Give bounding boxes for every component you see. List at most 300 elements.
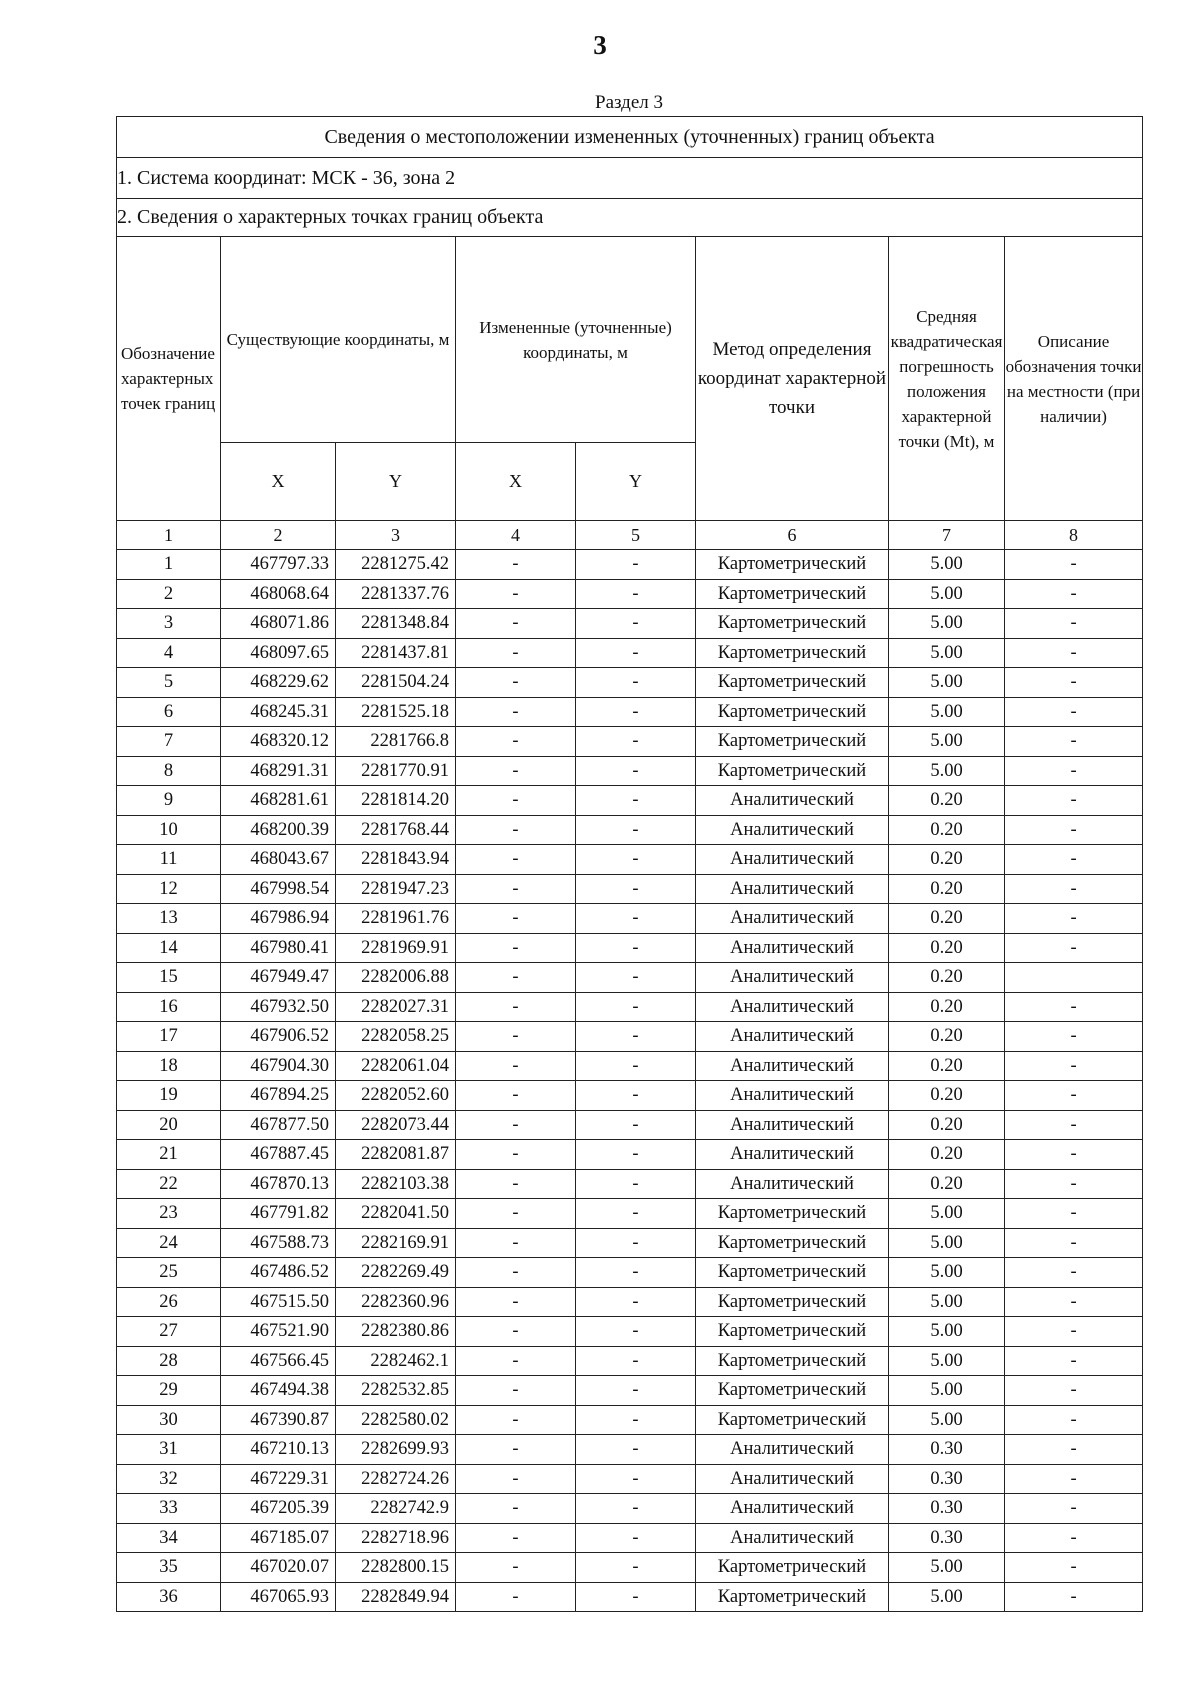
method-cell: Аналитический [696,1110,889,1140]
column-number: 1 [117,521,221,550]
changed-x-cell: - [456,550,576,580]
rms-error-cell: 0.20 [889,1081,1005,1111]
changed-y-cell: - [576,1169,696,1199]
rms-error-cell: 5.00 [889,1228,1005,1258]
changed-x-cell: - [456,697,576,727]
column-number: 2 [221,521,336,550]
rms-error-cell: 0.30 [889,1435,1005,1465]
existing-x-cell: 467877.50 [221,1110,336,1140]
point-number-cell: 11 [117,845,221,875]
method-cell: Аналитический [696,874,889,904]
existing-y-cell: 2282058.25 [336,1022,456,1052]
existing-x-cell: 467904.30 [221,1051,336,1081]
method-cell: Аналитический [696,904,889,934]
point-number-cell: 27 [117,1317,221,1347]
rms-error-cell: 5.00 [889,609,1005,639]
point-number-cell: 3 [117,609,221,639]
method-cell: Аналитический [696,1081,889,1111]
existing-x-cell: 467521.90 [221,1317,336,1347]
description-cell: - [1005,1110,1143,1140]
existing-x-cell: 468281.61 [221,786,336,816]
description-cell: - [1005,1081,1143,1111]
changed-x-cell: - [456,1494,576,1524]
point-number-cell: 2 [117,579,221,609]
point-number-cell: 5 [117,668,221,698]
existing-y-cell: 2281525.18 [336,697,456,727]
point-number-cell: 8 [117,756,221,786]
column-number: 6 [696,521,889,550]
description-cell: - [1005,1287,1143,1317]
description-cell: - [1005,1582,1143,1612]
changed-x-cell: - [456,1169,576,1199]
table-row [117,1376,1143,1406]
description-cell [1005,963,1143,993]
existing-x-cell: 467986.94 [221,904,336,934]
existing-y-cell: 2281961.76 [336,904,456,934]
changed-y-cell: - [576,756,696,786]
description-cell: - [1005,756,1143,786]
existing-x-cell: 467980.41 [221,933,336,963]
changed-x-cell: - [456,609,576,639]
table-row [117,638,1143,668]
rms-error-cell: 0.20 [889,992,1005,1022]
rms-error-cell: 0.20 [889,1022,1005,1052]
table-row [117,550,1143,580]
rms-error-cell: 0.20 [889,1169,1005,1199]
changed-y-cell: - [576,1405,696,1435]
existing-y-cell: 2282041.50 [336,1199,456,1229]
table-row [117,815,1143,845]
point-number-cell: 18 [117,1051,221,1081]
changed-x-cell: - [456,1287,576,1317]
rms-error-cell: 0.20 [889,904,1005,934]
method-cell: Аналитический [696,786,889,816]
changed-y-cell: - [576,874,696,904]
column-numbers-row [117,521,1143,550]
changed-y-cell: - [576,1582,696,1612]
changed-y-cell: - [576,1110,696,1140]
description-cell: - [1005,786,1143,816]
rms-error-cell: 5.00 [889,697,1005,727]
method-cell: Аналитический [696,933,889,963]
existing-x-cell: 467210.13 [221,1435,336,1465]
method-cell: Картометрический [696,1258,889,1288]
rms-error-cell: 0.20 [889,815,1005,845]
point-number-cell: 13 [117,904,221,934]
description-cell: - [1005,1199,1143,1229]
existing-x-cell: 468229.62 [221,668,336,698]
table-row [117,668,1143,698]
table-row [117,1169,1143,1199]
description-cell: - [1005,1317,1143,1347]
changed-x-cell: - [456,1376,576,1406]
existing-x-cell: 467797.33 [221,550,336,580]
table-row [117,904,1143,934]
table-row [117,1258,1143,1288]
existing-x-cell: 468068.64 [221,579,336,609]
existing-x-cell: 467486.52 [221,1258,336,1288]
existing-y-cell: 2281337.76 [336,579,456,609]
header-existing-coords: Существующие координаты, м [221,237,456,443]
method-cell: Аналитический [696,1435,889,1465]
existing-x-cell: 467932.50 [221,992,336,1022]
changed-x-cell: - [456,845,576,875]
table-row [117,1464,1143,1494]
point-number-cell: 21 [117,1140,221,1170]
existing-y-cell: 2281843.94 [336,845,456,875]
existing-x-cell: 467065.93 [221,1582,336,1612]
changed-x-cell: - [456,1464,576,1494]
point-number-cell: 23 [117,1199,221,1229]
table-row [117,933,1143,963]
header-existing-y: Y [336,443,456,521]
point-number-cell: 24 [117,1228,221,1258]
rms-error-cell: 0.30 [889,1523,1005,1553]
point-number-cell: 4 [117,638,221,668]
changed-x-cell: - [456,1346,576,1376]
table-row [117,1140,1143,1170]
rms-error-cell: 5.00 [889,1199,1005,1229]
column-number: 4 [456,521,576,550]
table-row [117,697,1143,727]
table-row [117,1553,1143,1583]
table-row [117,963,1143,993]
rms-error-cell: 0.30 [889,1494,1005,1524]
rms-error-cell: 0.20 [889,1051,1005,1081]
point-number-cell: 15 [117,963,221,993]
rms-error-cell: 0.20 [889,933,1005,963]
description-cell: - [1005,1022,1143,1052]
changed-x-cell: - [456,756,576,786]
table-row [117,1228,1143,1258]
changed-y-cell: - [576,1228,696,1258]
point-number-cell: 25 [117,1258,221,1288]
description-cell: - [1005,727,1143,757]
existing-y-cell: 2281770.91 [336,756,456,786]
changed-x-cell: - [456,904,576,934]
point-number-cell: 28 [117,1346,221,1376]
changed-y-cell: - [576,845,696,875]
existing-x-cell: 467229.31 [221,1464,336,1494]
point-number-cell: 32 [117,1464,221,1494]
rms-error-cell: 5.00 [889,756,1005,786]
changed-x-cell: - [456,1051,576,1081]
rms-error-cell: 5.00 [889,727,1005,757]
rms-error-cell: 5.00 [889,1376,1005,1406]
table-row [117,1435,1143,1465]
existing-x-cell: 468200.39 [221,815,336,845]
changed-x-cell: - [456,1022,576,1052]
existing-y-cell: 2281947.23 [336,874,456,904]
changed-y-cell: - [576,1376,696,1406]
existing-x-cell: 467887.45 [221,1140,336,1170]
changed-x-cell: - [456,992,576,1022]
existing-x-cell: 468320.12 [221,727,336,757]
changed-y-cell: - [576,1317,696,1347]
description-cell: - [1005,1258,1143,1288]
method-cell: Аналитический [696,992,889,1022]
existing-y-cell: 2282169.91 [336,1228,456,1258]
method-cell: Аналитический [696,1022,889,1052]
method-cell: Аналитический [696,963,889,993]
existing-y-cell: 2281969.91 [336,933,456,963]
existing-x-cell: 467949.47 [221,963,336,993]
description-cell: - [1005,1346,1143,1376]
point-number-cell: 9 [117,786,221,816]
changed-y-cell: - [576,786,696,816]
column-number: 8 [1005,521,1143,550]
description-cell: - [1005,1228,1143,1258]
rms-error-cell: 5.00 [889,1553,1005,1583]
description-cell: - [1005,874,1143,904]
existing-x-cell: 468245.31 [221,697,336,727]
rms-error-cell: 0.20 [889,1110,1005,1140]
table-row [117,1199,1143,1229]
changed-y-cell: - [576,638,696,668]
table-row [117,1346,1143,1376]
method-cell: Аналитический [696,1494,889,1524]
point-number-cell: 36 [117,1582,221,1612]
table-row [117,756,1143,786]
existing-x-cell: 467566.45 [221,1346,336,1376]
header-point-designation: Обозначение характерных точек границ [117,237,221,521]
method-cell: Картометрический [696,1199,889,1229]
method-cell: Аналитический [696,1464,889,1494]
method-cell: Аналитический [696,1051,889,1081]
changed-x-cell: - [456,1317,576,1347]
existing-x-cell: 467998.54 [221,874,336,904]
description-cell: - [1005,550,1143,580]
changed-y-cell: - [576,992,696,1022]
existing-x-cell: 467588.73 [221,1228,336,1258]
existing-x-cell: 467894.25 [221,1081,336,1111]
changed-x-cell: - [456,1110,576,1140]
description-cell: - [1005,1140,1143,1170]
changed-y-cell: - [576,727,696,757]
point-number-cell: 7 [117,727,221,757]
description-cell: - [1005,1376,1143,1406]
existing-x-cell: 467390.87 [221,1405,336,1435]
point-number-cell: 26 [117,1287,221,1317]
changed-y-cell: - [576,1464,696,1494]
point-number-cell: 30 [117,1405,221,1435]
existing-x-cell: 467494.38 [221,1376,336,1406]
description-cell: - [1005,1464,1143,1494]
existing-y-cell: 2282027.31 [336,992,456,1022]
table-row [117,786,1143,816]
changed-x-cell: - [456,1523,576,1553]
changed-y-cell: - [576,963,696,993]
section-title: Раздел 3 [595,92,663,113]
existing-x-cell: 467205.39 [221,1494,336,1524]
method-cell: Картометрический [696,1582,889,1612]
existing-y-cell: 2282699.93 [336,1435,456,1465]
changed-y-cell: - [576,1022,696,1052]
changed-y-cell: - [576,1258,696,1288]
table-row [117,1022,1143,1052]
description-cell: - [1005,992,1143,1022]
existing-y-cell: 2282360.96 [336,1287,456,1317]
existing-y-cell: 2282380.86 [336,1317,456,1347]
point-number-cell: 14 [117,933,221,963]
rms-error-cell: 5.00 [889,668,1005,698]
rms-error-cell: 0.20 [889,963,1005,993]
rms-error-cell: 0.20 [889,786,1005,816]
description-cell: - [1005,579,1143,609]
changed-x-cell: - [456,786,576,816]
description-cell: - [1005,697,1143,727]
table-row [117,1494,1143,1524]
changed-y-cell: - [576,1081,696,1111]
method-cell: Картометрический [696,697,889,727]
rms-error-cell: 5.00 [889,1346,1005,1376]
existing-y-cell: 2282269.49 [336,1258,456,1288]
description-cell: - [1005,1169,1143,1199]
rms-error-cell: 0.20 [889,845,1005,875]
changed-x-cell: - [456,638,576,668]
table-row [117,727,1143,757]
header-changed-y: Y [576,443,696,521]
changed-y-cell: - [576,815,696,845]
changed-x-cell: - [456,1258,576,1288]
table-row [117,1317,1143,1347]
table-row [117,1523,1143,1553]
method-cell: Картометрический [696,1553,889,1583]
description-cell: - [1005,815,1143,845]
header-existing-x: X [221,443,336,521]
column-number: 3 [336,521,456,550]
existing-x-cell: 467906.52 [221,1022,336,1052]
changed-x-cell: - [456,1081,576,1111]
method-cell: Картометрический [696,579,889,609]
coordinate-system: 1. Система координат: МСК - 36, зона 2 [117,158,1143,199]
point-number-cell: 20 [117,1110,221,1140]
method-cell: Картометрический [696,668,889,698]
changed-y-cell: - [576,579,696,609]
changed-x-cell: - [456,1140,576,1170]
rms-error-cell: 0.30 [889,1464,1005,1494]
point-number-cell: 29 [117,1376,221,1406]
method-cell: Картометрический [696,1346,889,1376]
existing-y-cell: 2282580.02 [336,1405,456,1435]
changed-x-cell: - [456,1582,576,1612]
changed-y-cell: - [576,1523,696,1553]
method-cell: Картометрический [696,1287,889,1317]
method-cell: Картометрический [696,638,889,668]
existing-y-cell: 2282462.1 [336,1346,456,1376]
changed-y-cell: - [576,1435,696,1465]
existing-y-cell: 2282006.88 [336,963,456,993]
point-number-cell: 19 [117,1081,221,1111]
point-number-cell: 34 [117,1523,221,1553]
description-cell: - [1005,638,1143,668]
header-description: Описание обозначения точки на местности (при наличии) [1005,237,1143,521]
changed-x-cell: - [456,933,576,963]
table-row [117,609,1143,639]
existing-y-cell: 2282081.87 [336,1140,456,1170]
point-number-cell: 12 [117,874,221,904]
existing-y-cell: 2281504.24 [336,668,456,698]
description-cell: - [1005,904,1143,934]
existing-x-cell: 467791.82 [221,1199,336,1229]
changed-y-cell: - [576,668,696,698]
table-row [117,1110,1143,1140]
table-row [117,874,1143,904]
changed-x-cell: - [456,727,576,757]
rms-error-cell: 5.00 [889,638,1005,668]
changed-x-cell: - [456,874,576,904]
changed-y-cell: - [576,1140,696,1170]
method-cell: Аналитический [696,1523,889,1553]
existing-y-cell: 2282800.15 [336,1553,456,1583]
rms-error-cell: 0.20 [889,874,1005,904]
changed-y-cell: - [576,933,696,963]
changed-y-cell: - [576,1553,696,1583]
existing-x-cell: 468043.67 [221,845,336,875]
description-cell: - [1005,1435,1143,1465]
point-number-cell: 17 [117,1022,221,1052]
changed-x-cell: - [456,1553,576,1583]
existing-y-cell: 2282061.04 [336,1051,456,1081]
point-number-cell: 22 [117,1169,221,1199]
changed-x-cell: - [456,1435,576,1465]
changed-y-cell: - [576,1494,696,1524]
existing-x-cell: 467020.07 [221,1553,336,1583]
existing-y-cell: 2282103.38 [336,1169,456,1199]
header-changed-x: X [456,443,576,521]
table-row [117,845,1143,875]
existing-x-cell: 468071.86 [221,609,336,639]
existing-x-cell: 467515.50 [221,1287,336,1317]
existing-x-cell: 468291.31 [221,756,336,786]
header-rms-error: Средняя квадратическая погрешность положения характерной точки (Mt), м [889,237,1005,521]
existing-x-cell: 468097.65 [221,638,336,668]
point-number-cell: 1 [117,550,221,580]
rms-error-cell: 5.00 [889,1405,1005,1435]
changed-x-cell: - [456,1199,576,1229]
method-cell: Картометрический [696,609,889,639]
method-cell: Аналитический [696,815,889,845]
rms-error-cell: 5.00 [889,1258,1005,1288]
changed-y-cell: - [576,550,696,580]
existing-y-cell: 2281768.44 [336,815,456,845]
method-cell: Аналитический [696,1140,889,1170]
method-cell: Аналитический [696,845,889,875]
changed-x-cell: - [456,1405,576,1435]
header-changed-coords: Измененные (уточненные) координаты, м [456,237,696,443]
changed-y-cell: - [576,904,696,934]
banner-title: Сведения о местоположении измененных (уточненных) границ объекта [117,117,1143,158]
table-row [117,1287,1143,1317]
existing-y-cell: 2282724.26 [336,1464,456,1494]
existing-y-cell: 2282532.85 [336,1376,456,1406]
description-cell: - [1005,609,1143,639]
changed-x-cell: - [456,815,576,845]
changed-x-cell: - [456,1228,576,1258]
existing-y-cell: 2282718.96 [336,1523,456,1553]
rms-error-cell: 5.00 [889,1582,1005,1612]
changed-y-cell: - [576,697,696,727]
header-method: Метод определения координат характерной точки [696,237,889,521]
page-number: 3 [593,30,607,60]
column-number: 7 [889,521,1005,550]
changed-y-cell: - [576,609,696,639]
method-cell: Картометрический [696,756,889,786]
method-cell: Картометрический [696,1405,889,1435]
description-cell: - [1005,933,1143,963]
existing-x-cell: 467185.07 [221,1523,336,1553]
table-row [117,1051,1143,1081]
